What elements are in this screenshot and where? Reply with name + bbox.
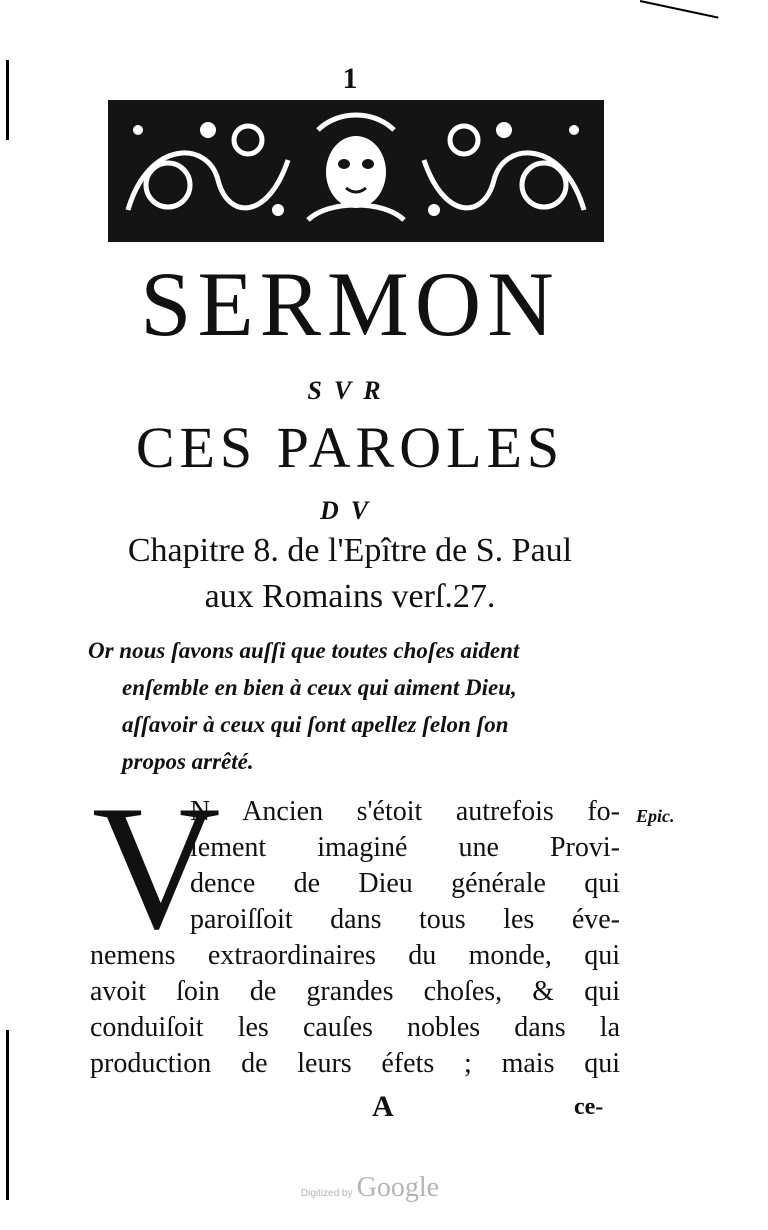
scan-edge-top xyxy=(640,0,719,19)
chapter-line-1: Chapitre 8. de l'Epître de S. Paul xyxy=(127,532,573,569)
margin-note: Epic. xyxy=(636,806,675,826)
quote-line: enſemble en bien à ceux qui aiment Dieu, xyxy=(122,675,517,700)
body-paragraph xyxy=(90,794,620,1082)
watermark-prefix: Digitized by xyxy=(300,1188,353,1199)
body-line: N Ancien s'étoit autrefois fo- xyxy=(190,796,620,827)
quote-line: Or nous ſavons auſſi que toutes choſes aident xyxy=(88,638,520,663)
scripture-quote xyxy=(88,632,628,780)
body-line: production de leurs éfets ; mais qui xyxy=(90,1048,620,1079)
signature-mark: A xyxy=(372,1090,394,1123)
subtitle: CES PAROLES xyxy=(135,415,565,480)
ornament-headpiece xyxy=(108,100,604,242)
body-line: nemens extraordinaires du monde, qui xyxy=(90,940,620,971)
du-label: DV xyxy=(319,496,381,525)
digitized-watermark xyxy=(0,1172,740,1204)
body-line: lement imaginé une Provi- xyxy=(190,832,620,863)
body-line: dence de Dieu générale qui xyxy=(190,868,620,899)
sermon-title: SERMON xyxy=(140,253,560,355)
body-line: paroiſſoit dans tous les éve- xyxy=(190,904,620,935)
catchword: ce- xyxy=(574,1094,604,1120)
quote-line: aſſavoir à ceux qui ſont apellez ſelon ſon xyxy=(122,712,509,737)
chapter-line-2: aux Romains verſ.27. xyxy=(204,578,496,615)
body-line: avoit ſoin de grandes choſes, & qui xyxy=(90,976,620,1007)
drop-cap: V xyxy=(92,768,221,966)
body-line: conduiſoit les cauſes nobles dans la xyxy=(90,1012,620,1043)
sur-label: SVR xyxy=(307,376,393,405)
page-number: 1 xyxy=(342,62,358,95)
quote-line: propos arrêté. xyxy=(122,749,254,774)
watermark-brand: Google xyxy=(356,1172,440,1203)
